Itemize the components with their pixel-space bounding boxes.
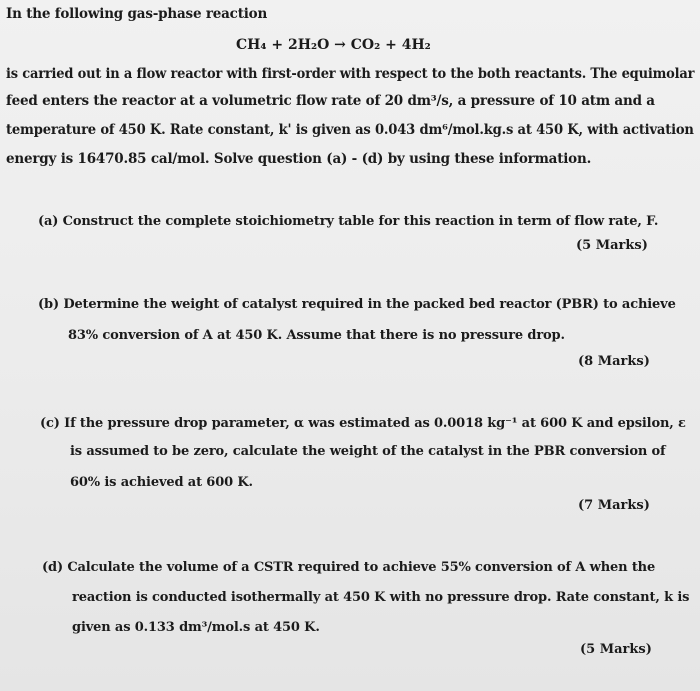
intro-line-1: In the following gas-phase reaction [6, 6, 268, 22]
intro-line-2: is carried out in a flow reactor with first-order with respect to the both reactants. The equimolar [6, 66, 695, 82]
question-c-marks: (7 Marks) [578, 498, 650, 513]
question-a-marks: (5 Marks) [576, 238, 648, 253]
question-d-line-2: reaction is conducted isothermally at 450 K with no pressure drop. Rate constant, k is [72, 590, 690, 605]
question-c-line-3: 60% is achieved at 600 K. [70, 475, 253, 490]
intro-line-3: feed enters the reactor at a volumetric flow rate of 20 dm³/s, a pressure of 10 atm and a [6, 93, 655, 109]
question-d-line-3: given as 0.133 dm³/mol.s at 450 K. [72, 620, 320, 635]
question-b-line-2: 83% conversion of A at 450 K. Assume that there is no pressure drop. [68, 328, 565, 343]
question-d-line-1: (d) Calculate the volume of a CSTR required to achieve 55% conversion of A when the [42, 560, 656, 575]
question-b-marks: (8 Marks) [578, 354, 650, 369]
intro-line-5: energy is 16470.85 cal/mol. Solve question (a) - (d) by using these information. [6, 151, 592, 167]
question-c-line-2: is assumed to be zero, calculate the weight of the catalyst in the PBR conversion of [70, 444, 666, 459]
intro-line-4: temperature of 450 K. Rate constant, k' is given as 0.043 dm⁶/mol.kg.s at 450 K, with activation [6, 122, 694, 138]
question-d-marks: (5 Marks) [580, 642, 652, 657]
question-c-line-1: (c) If the pressure drop parameter, α was estimated as 0.0018 kg⁻¹ at 600 K and epsilon, ε [40, 416, 686, 431]
question-b-line-1: (b) Determine the weight of catalyst required in the packed bed reactor (PBR) to achieve [38, 297, 676, 312]
reaction-equation: CH₄ + 2H₂O → CO₂ + 4H₂ [236, 37, 431, 53]
question-a-line-1: (a) Construct the complete stoichiometry table for this reaction in term of flow rate, F. [38, 214, 659, 229]
